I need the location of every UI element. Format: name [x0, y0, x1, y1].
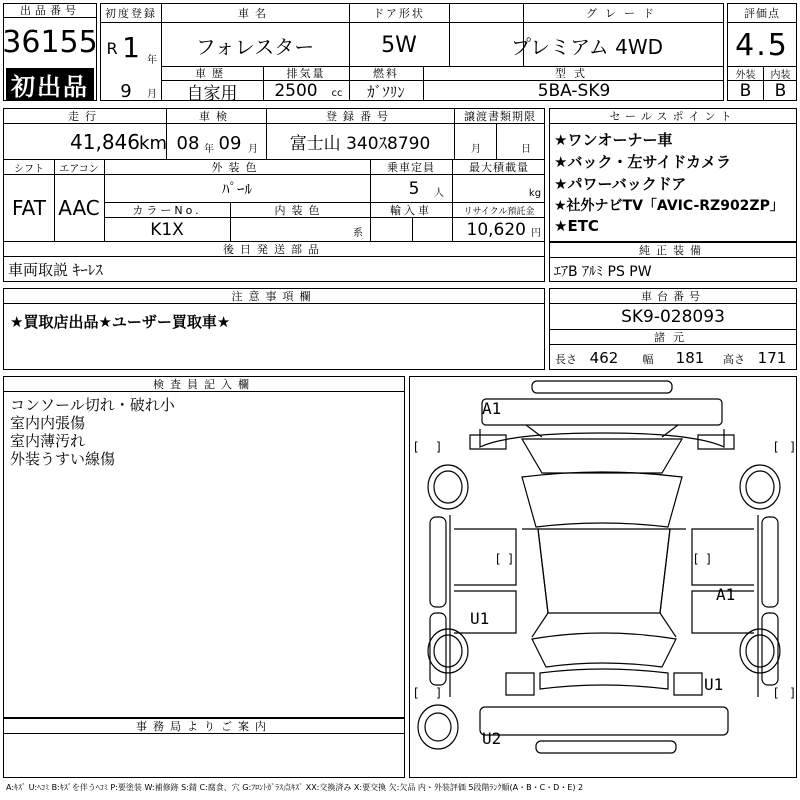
int-score: B: [774, 81, 787, 101]
ac: AAC: [58, 196, 100, 220]
reg-month: 9: [120, 80, 132, 102]
svg-text:]: ]: [436, 686, 441, 700]
detail-block: [3, 108, 545, 282]
capacity: 5: [408, 178, 420, 199]
width-label: 幅: [642, 353, 654, 366]
svg-text:[: [: [774, 440, 779, 454]
reg-label: 初度登録: [105, 7, 157, 20]
lot-number: 36155: [2, 24, 98, 60]
displacement: 2500: [274, 81, 318, 101]
km-unit: km: [139, 132, 167, 154]
history: 自家用: [186, 83, 238, 104]
damage-mark: U2: [482, 729, 502, 748]
width: 181: [675, 349, 705, 367]
notes-value: ★買取店出品★ユーザー買取車★: [10, 313, 231, 331]
sales-points-label: セールスポイント: [609, 110, 737, 123]
grade: プレミアム 4WD: [510, 34, 664, 59]
inspector-line: コンソール切れ・破れ小: [10, 396, 175, 414]
month-unit: 月: [147, 88, 157, 100]
svg-text:[: [: [414, 440, 419, 454]
svg-text:]: ]: [508, 552, 513, 566]
capacity-unit: 人: [434, 187, 444, 199]
svg-text:[: [: [496, 552, 501, 566]
chassis-number: SK9-028093: [621, 306, 725, 327]
height-label: 高さ: [723, 353, 745, 366]
door-label: ドア形状: [373, 7, 425, 20]
recycle-unit: 円: [531, 227, 541, 239]
vehicle-summary: [100, 3, 724, 104]
color-no-label: カラーNo.: [132, 204, 202, 217]
car-name: フォレスター: [195, 34, 315, 59]
int-color-label: 内装色: [274, 204, 326, 217]
fuel-label: 燃料: [373, 67, 399, 80]
sales-point: ★ETC: [554, 217, 599, 235]
office-label: 事務局よりご案内: [136, 720, 272, 733]
int-color-unit: 系: [353, 227, 363, 239]
insp-year-unit: 年: [204, 143, 214, 155]
inspector-lines: [10, 396, 175, 468]
equipment-label: 純正装備: [639, 244, 707, 257]
sales-point: ★ワンオーナー車: [554, 131, 673, 149]
damage-mark: U1: [470, 609, 490, 628]
displacement-label: 排気量: [286, 67, 326, 80]
inspector-line: 室内内張傷: [10, 414, 86, 432]
mileage: 41,846: [70, 129, 140, 154]
sales-point: ★パワーバックドア: [554, 175, 687, 193]
shift-label: シフト: [14, 163, 44, 175]
car-name-label: 車名: [238, 7, 272, 20]
svg-text:]: ]: [790, 440, 795, 454]
insp-month-unit: 月: [248, 143, 258, 155]
damage-diagram: [409, 376, 797, 778]
legend: A:ｷｽﾞ U:ﾍｺﾐ B:ｷｽﾞを伴うﾍｺﾐ P:要塗装 W:補修跡 S:錆 C:腐食、穴 G:ﾌﾛﾝﾄｶﾞﾗｽ点ｷｽﾞ XX:交換済み X:要交換 欠:欠品 内・外装評価 5段階ﾗﾝｸ順(A・B・C・D・E) 2: [6, 783, 584, 792]
door-label-2: [449, 5, 523, 21]
cc-unit: cc: [331, 87, 343, 99]
load-label: 最大積載量: [469, 161, 529, 174]
inspection-label: 車検: [199, 110, 233, 123]
plate-number: 富士山 340ｽ8790: [289, 134, 431, 154]
equipment: [549, 242, 797, 282]
office-notice: [3, 718, 405, 778]
length: 462: [589, 349, 619, 367]
score-label: 評価点: [744, 7, 780, 20]
later-label: 後日発送部品: [223, 243, 325, 256]
insp-year: 08: [176, 132, 200, 154]
damage-mark: U1: [704, 675, 724, 694]
insp-month: 09: [218, 132, 242, 154]
score: 4.5: [735, 27, 789, 63]
svg-text:[: [: [694, 552, 699, 566]
plate-label: 登録番号: [326, 110, 394, 123]
chassis: [549, 288, 797, 370]
car-outline-diagram: [410, 377, 798, 779]
chassis-label: 車台番号: [641, 290, 705, 303]
dims-label: 諸元: [654, 330, 692, 344]
door-type: 5W: [381, 32, 417, 58]
notes: [3, 288, 545, 370]
inspector-line: 外装うすい線傷: [10, 450, 116, 468]
fuel: ｶﾞｿﾘﾝ: [367, 82, 405, 101]
ext-score: B: [739, 81, 752, 101]
history-label: 車歴: [195, 67, 229, 80]
damage-mark: A1: [716, 585, 736, 604]
lot-box: [3, 3, 97, 101]
svg-text:[: [: [774, 686, 779, 700]
svg-text:]: ]: [706, 552, 711, 566]
mileage-label: 走行: [68, 110, 102, 123]
inspector-line: 室内薄汚れ: [10, 432, 86, 450]
recycle-label: リサイクル預託金: [463, 206, 535, 217]
int-label: 内装: [770, 69, 791, 81]
svg-text:[: [: [414, 686, 419, 700]
era: R: [106, 38, 118, 58]
color-no: K1X: [150, 219, 184, 240]
transfer-label: 譲渡書類期限: [464, 110, 536, 123]
svg-text:]: ]: [436, 440, 441, 454]
sales-point: ★バック・左サイドカメラ: [554, 153, 731, 171]
score-box: [727, 3, 797, 101]
sales-points: [549, 108, 797, 242]
sales-point: ★社外ナビTV「AVIC-RZ902ZP」: [554, 198, 784, 214]
exterior-color: ﾊﾟｰﾙ: [221, 180, 252, 198]
inspector-notes: [3, 376, 405, 718]
ext-label: 外装: [735, 69, 756, 81]
first-listing-badge: 初出品: [6, 68, 94, 100]
length-label: 長さ: [555, 353, 577, 366]
recycle-fee: 10,620: [466, 219, 526, 240]
transfer-month: 月: [471, 143, 481, 155]
damage-mark: A1: [482, 399, 502, 418]
year-unit: 年: [147, 54, 157, 66]
notes-label: 注意事項欄: [231, 290, 317, 303]
reg-year: 1: [122, 30, 140, 64]
color-label: 外装色: [211, 161, 263, 174]
later-parts: 車両取説 ｷｰﾚｽ: [8, 261, 103, 279]
svg-text:]: ]: [790, 686, 795, 700]
ac-label: エアコン: [59, 163, 99, 175]
equipment-value: ｴｱB ｱﾙﾐ PS PW: [554, 264, 652, 280]
lot-label: 出品番号: [4, 4, 96, 18]
load-unit: kg: [528, 187, 542, 199]
height: 171: [757, 349, 787, 367]
capacity-label: 乗車定員: [387, 161, 435, 174]
import-label: 輸入車: [390, 204, 432, 217]
shift: FAT: [11, 196, 46, 220]
model-label: 型式: [555, 67, 593, 80]
inspector-label: 検査員記入欄: [153, 378, 255, 391]
grade-label: グレード: [586, 7, 662, 20]
model-code: 5BA-SK9: [537, 81, 611, 101]
transfer-day: 日: [521, 143, 531, 155]
